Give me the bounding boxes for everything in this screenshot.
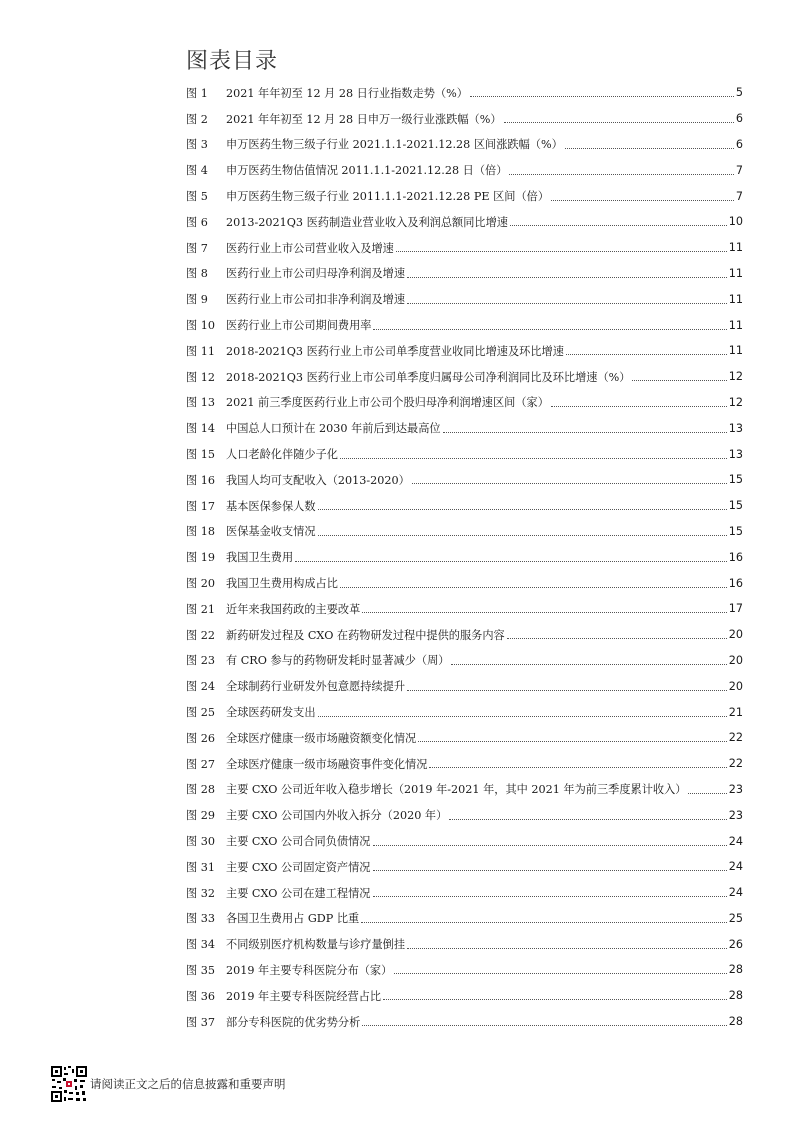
figure-label: 图 19 — [186, 551, 215, 565]
page-number: 24 — [728, 834, 743, 848]
toc-entry[interactable] — [186, 699, 743, 725]
page-number: 22 — [728, 757, 743, 771]
figure-title: 2021 年年初至 12 月 28 日申万一级行业涨跌幅（%） — [226, 112, 502, 126]
figure-label: 图 21 — [186, 602, 215, 616]
figure-label: 图 35 — [186, 963, 215, 977]
toc-entry[interactable] — [186, 802, 743, 828]
page-number: 11 — [728, 318, 743, 332]
dot-leader — [407, 948, 727, 949]
dot-leader — [566, 354, 727, 355]
figure-title: 2018-2021Q3 医药行业上市公司单季度归属母公司净利润同比及环比增速（%） — [226, 370, 631, 384]
dot-leader — [318, 509, 727, 510]
figure-title: 2021 前三季度医药行业上市公司个股归母净利润增速区间（家） — [226, 396, 549, 410]
toc-entry[interactable] — [186, 880, 743, 906]
toc-entry[interactable] — [186, 338, 743, 364]
dot-leader — [373, 845, 727, 846]
figure-title: 有 CRO 参与的药物研发耗时显著减少（周） — [226, 654, 450, 668]
toc-entry[interactable] — [186, 570, 743, 596]
dot-leader — [429, 767, 726, 768]
dot-leader — [470, 96, 734, 97]
figure-label: 图 17 — [186, 499, 215, 513]
figure-label: 图 32 — [186, 886, 215, 900]
figure-title: 医药行业上市公司扣非净利润及增速 — [226, 293, 406, 307]
figure-label: 图 23 — [186, 654, 215, 668]
dot-leader — [318, 535, 727, 536]
figure-label: 图 1 — [186, 86, 208, 100]
page-number: 13 — [728, 447, 743, 461]
figure-title: 医药行业上市公司营业收入及增速 — [226, 241, 394, 255]
figure-title: 2018-2021Q3 医药行业上市公司单季度营业收同比增速及环比增速 — [226, 344, 564, 358]
figure-title: 我国卫生费用构成占比 — [226, 577, 338, 591]
figure-title: 中国总人口预计在 2030 年前后到达最高位 — [226, 422, 441, 436]
toc-entry[interactable] — [186, 286, 743, 312]
dot-leader — [565, 148, 734, 149]
toc-entry[interactable] — [186, 1009, 743, 1035]
toc-entry[interactable] — [186, 596, 743, 622]
dot-leader — [340, 458, 727, 459]
toc-entry[interactable] — [186, 132, 743, 158]
figure-title: 申万医药生物三级子行业 2021.1.1-2021.12.28 区间涨跌幅（%） — [226, 138, 563, 152]
dot-leader — [510, 225, 727, 226]
page-number: 15 — [728, 524, 743, 538]
page-number: 7 — [735, 189, 743, 203]
page-number: 24 — [728, 886, 743, 900]
figure-label: 图 31 — [186, 860, 215, 874]
figure-label: 图 33 — [186, 912, 215, 926]
disclaimer-text: 请阅读正文之后的信息披露和重要声明 — [90, 1077, 286, 1091]
dot-leader — [396, 251, 727, 252]
toc-entry[interactable] — [186, 312, 743, 338]
figure-title: 2013-2021Q3 医药制造业营业收入及利润总额同比增速 — [226, 215, 508, 229]
dot-leader — [362, 1025, 726, 1026]
figure-label: 图 7 — [186, 241, 208, 255]
page-number: 20 — [728, 653, 743, 667]
dot-leader — [340, 587, 727, 588]
figure-label: 图 9 — [186, 293, 208, 307]
toc-entry[interactable] — [186, 751, 743, 777]
page-number: 7 — [735, 163, 743, 177]
toc-entry[interactable] — [186, 648, 743, 674]
figure-title: 2019 年主要专科医院分布（家） — [226, 963, 393, 977]
toc-entry[interactable] — [186, 957, 743, 983]
toc-entry[interactable] — [186, 441, 743, 467]
page-number: 15 — [728, 499, 743, 513]
toc-entry[interactable] — [186, 622, 743, 648]
figure-label: 图 8 — [186, 267, 208, 281]
figure-list — [186, 80, 743, 1034]
page-number: 6 — [735, 112, 743, 126]
figure-label: 图 13 — [186, 396, 215, 410]
page-number: 22 — [728, 731, 743, 745]
figure-label: 图 3 — [186, 138, 208, 152]
dot-leader — [443, 432, 727, 433]
figure-label: 图 4 — [186, 164, 208, 178]
figure-label: 图 11 — [186, 344, 215, 358]
dot-leader — [362, 612, 726, 613]
toc-entry[interactable] — [186, 467, 743, 493]
figure-label: 图 24 — [186, 680, 215, 694]
figure-label: 图 20 — [186, 577, 215, 591]
toc-entry[interactable] — [186, 209, 743, 235]
toc-entry[interactable] — [186, 854, 743, 880]
toc-entry[interactable] — [186, 673, 743, 699]
dot-leader — [383, 999, 727, 1000]
figure-title: 2019 年主要专科医院经营占比 — [226, 989, 382, 1003]
page-number: 12 — [728, 370, 743, 384]
toc-entry[interactable] — [186, 906, 743, 932]
figure-title: 2021 年年初至 12 月 28 日行业指数走势（%） — [226, 86, 468, 100]
figure-label: 图 27 — [186, 757, 215, 771]
page-number: 28 — [728, 1015, 743, 1029]
page-number: 20 — [728, 679, 743, 693]
page-number: 11 — [728, 241, 743, 255]
figure-label: 图 15 — [186, 448, 215, 462]
page-number: 16 — [728, 550, 743, 564]
toc-entry[interactable] — [186, 519, 743, 545]
page-number: 28 — [728, 989, 743, 1003]
figure-title: 主要 CXO 公司固定资产情况 — [226, 860, 371, 874]
page-number: 24 — [728, 860, 743, 874]
dot-leader — [373, 896, 727, 897]
figure-label: 图 22 — [186, 628, 215, 642]
figure-label: 图 5 — [186, 190, 208, 204]
figure-label: 图 10 — [186, 319, 215, 333]
page-number: 10 — [728, 215, 743, 229]
figure-label: 图 30 — [186, 835, 215, 848]
figure-title: 主要 CXO 公司国内外收入拆分（2020 年） — [226, 809, 448, 823]
toc-entry[interactable] — [186, 828, 743, 854]
figure-title: 基本医保参保人数 — [226, 499, 316, 513]
page-number: 5 — [735, 86, 743, 100]
page-number: 11 — [728, 266, 743, 280]
page-number: 20 — [728, 628, 743, 642]
figure-label: 图 37 — [186, 1015, 215, 1029]
dot-leader — [407, 303, 727, 304]
dot-leader — [373, 870, 727, 871]
figure-title: 全球制药行业研发外包意愿持续提升 — [226, 680, 406, 694]
toc-entry[interactable] — [186, 80, 743, 106]
footer — [50, 1065, 286, 1103]
figure-title: 医保基金收支情况 — [226, 525, 316, 539]
dot-leader — [632, 380, 726, 381]
figure-title: 近年来我国药政的主要改革 — [226, 602, 361, 616]
dot-leader — [412, 483, 727, 484]
figure-title: 主要 CXO 公司近年收入稳步增长（2019 年-2021 年，其中 2021 年为前三季度累计收入） — [226, 783, 687, 797]
figure-label: 图 36 — [186, 989, 215, 1003]
figure-label: 图 34 — [186, 938, 215, 952]
dot-leader — [688, 793, 726, 794]
dot-leader — [407, 277, 727, 278]
page-number: 6 — [735, 137, 743, 151]
page-number: 15 — [728, 473, 743, 487]
toc-entry[interactable] — [186, 415, 743, 441]
toc-entry[interactable] — [186, 157, 743, 183]
dot-leader — [407, 690, 727, 691]
dot-leader — [361, 922, 727, 923]
toc-entry[interactable] — [186, 106, 743, 132]
page-number: 11 — [728, 344, 743, 358]
page-number: 23 — [728, 782, 743, 796]
dot-leader — [551, 406, 727, 407]
figure-label: 图 14 — [186, 422, 215, 436]
page-number: 11 — [728, 292, 743, 306]
figure-label: 图 16 — [186, 473, 215, 487]
dot-leader — [418, 741, 727, 742]
dot-leader — [394, 973, 726, 974]
figure-title: 我国卫生费用 — [226, 551, 294, 565]
figure-title: 医药行业上市公司归母净利润及增速 — [226, 267, 406, 281]
toc-entry[interactable] — [186, 390, 743, 416]
figure-label: 图 12 — [186, 370, 215, 384]
toc-entry[interactable] — [186, 493, 743, 519]
figure-title: 部分专科医院的优劣势分析 — [226, 1015, 361, 1029]
toc-entry[interactable] — [186, 235, 743, 261]
figure-label: 图 6 — [186, 215, 208, 229]
page-number: 21 — [728, 705, 743, 719]
dot-leader — [509, 174, 733, 175]
page-number: 25 — [728, 911, 743, 925]
dot-leader — [507, 638, 727, 639]
page-number: 28 — [728, 963, 743, 977]
figure-title: 各国卫生费用占 GDP 比重 — [226, 912, 360, 926]
figure-title: 主要 CXO 公司合同负债情况 — [226, 835, 371, 848]
figure-label: 图 25 — [186, 706, 215, 720]
dot-leader — [449, 819, 726, 820]
toc-entry[interactable] — [186, 364, 743, 390]
figure-label: 图 29 — [186, 809, 215, 823]
figure-title: 全球医药研发支出 — [226, 706, 316, 720]
dot-leader — [504, 122, 734, 123]
figure-label: 图 2 — [186, 112, 208, 126]
dot-leader — [373, 329, 726, 330]
dot-leader — [318, 716, 727, 717]
figure-title: 医药行业上市公司期间费用率 — [226, 319, 372, 333]
figure-title: 申万医药生物估值情况 2011.1.1-2021.12.28 日（倍） — [226, 164, 508, 178]
dot-leader — [551, 200, 734, 201]
figure-title: 全球医疗健康一级市场融资事件变化情况 — [226, 757, 428, 771]
toc-entry[interactable] — [186, 183, 743, 209]
figure-title: 新药研发过程及 CXO 在药物研发过程中提供的服务内容 — [226, 628, 505, 642]
toc-entry[interactable] — [186, 261, 743, 287]
figure-title: 不同级别医疗机构数量与诊疗量倒挂 — [226, 938, 406, 952]
dot-leader — [451, 664, 726, 665]
page-number: 12 — [728, 395, 743, 409]
toc-entry[interactable] — [186, 725, 743, 751]
toc-entry[interactable] — [186, 983, 743, 1009]
page-number: 26 — [728, 937, 743, 951]
toc-entry[interactable] — [186, 931, 743, 957]
toc-entry[interactable] — [186, 544, 743, 570]
figure-title: 人口老龄化伴随少子化 — [226, 448, 338, 462]
page-number: 16 — [728, 576, 743, 590]
page-number: 13 — [728, 421, 743, 435]
figure-label: 图 18 — [186, 525, 215, 539]
dot-leader — [295, 561, 727, 562]
figure-title: 全球医疗健康一级市场融资额变化情况 — [226, 731, 417, 745]
toc-entry[interactable] — [186, 777, 743, 803]
figure-title: 我国人均可支配收入（2013-2020） — [226, 473, 410, 487]
figure-label: 图 26 — [186, 731, 215, 745]
figure-label: 图 28 — [186, 783, 215, 797]
figure-title: 申万医药生物三级子行业 2011.1.1-2021.12.28 PE 区间（倍） — [226, 190, 550, 204]
page-number: 17 — [728, 602, 743, 616]
figure-title: 主要 CXO 公司在建工程情况 — [226, 886, 371, 900]
page-title: 图表目录 — [186, 49, 279, 74]
qr-code-icon — [50, 1065, 88, 1103]
page-number: 23 — [728, 808, 743, 822]
